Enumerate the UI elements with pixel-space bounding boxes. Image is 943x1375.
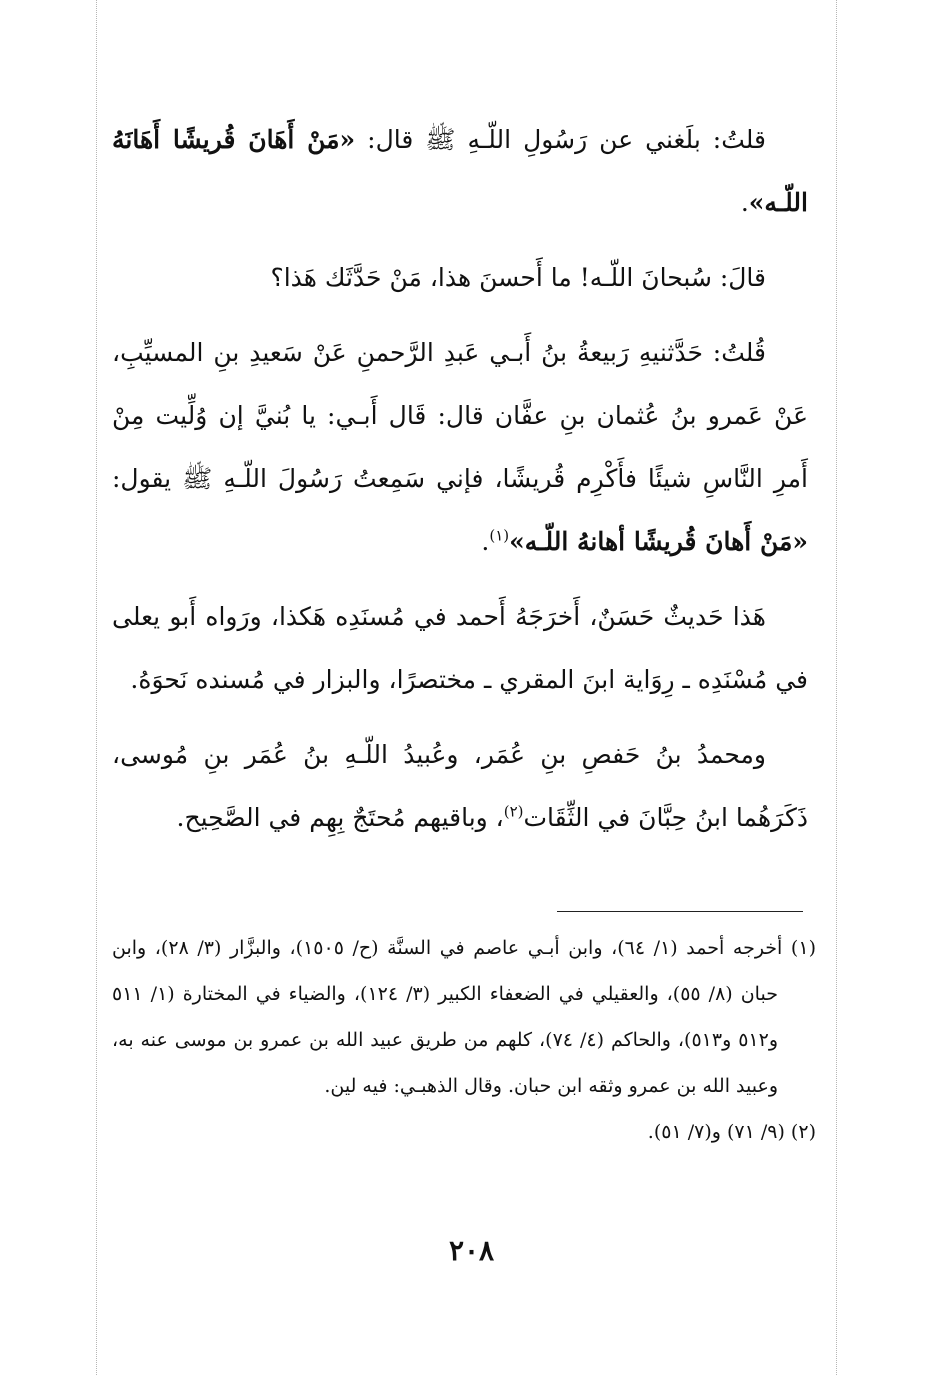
page-edge-left [96, 0, 97, 1375]
footnotes [112, 925, 816, 1155]
paragraph-5 [112, 723, 808, 849]
hadith-quote-1: «مَنْ أَهَانَ قُريشًا أَهَانَهُ اللّـه» [112, 125, 808, 217]
footnote-1: (١) أخرجه أحمد (١/ ٦٤)، وابن أبـي عاصم في السنَّة (ح/ ١٥٠٥)، والبزَّار (٣/ ٢٨)، وابن حبان (٨/ ٥٥)، والعقيلي في الضعفاء الكبير (٣/ ١٢٤)، والضياء في المختارة (١/ ٥١١ و٥١٢ و٥١٣)، والحاكم (٤/ ٧٤)، كلهم من طريق عبيد الله بن عمرو بن موسى عنه به، وعبيد الله بن عمرو وثقه ابن حبان. وقال الذهبـي: فيه لين. [112, 937, 816, 1097]
paragraph-4: هَذا حَديثٌ حَسَنٌ، أَخرَجَهُ أَحمد في مُسنَدِه هَكذا، ورَواه أَبو يعلى في مُسْنَدِه ـ رِوَاية ابنَ المقري ـ مختصرًا، والبزار في مُسنده نَحوَهُ. [112, 602, 808, 694]
paragraph-3 [112, 321, 808, 573]
paragraph-3-text: قُلتُ: حَدَّثنيهِ رَبيعةُ بنُ أَبـي عَبدِ الرَّحمنِ عَنْ سَعيدِ بنِ المسيِّبِ، عَنْ عَمرو بنُ عُثمان بنِ عفَّان قال: قَال أَبـي: يا بُنيَّ إن وُلِّيت مِنْ أَمرِ النَّاسِ شيئًا فأَكْرِم قُريشًا، فإني سَمِعتُ رَسُولَ اللّـهِ ﷺ يقول: [112, 338, 808, 493]
paragraph-3-end: . [481, 527, 490, 556]
footnote-ref-2[interactable]: (٢) [503, 802, 524, 821]
page-edge-right [836, 0, 837, 1375]
footnote-2: (٢) (٩/ ٧١) و(٧/ ٥١). [647, 1121, 816, 1143]
main-text [112, 108, 808, 849]
footnote-ref-1[interactable]: (١) [489, 526, 510, 545]
paragraph-1 [112, 108, 808, 234]
footnote-divider [557, 911, 803, 912]
paragraph-1-text: قلتُ: بلَغني عن رَسُولِ اللّـهِ ﷺ قال: [355, 125, 766, 154]
page-number: ٢٠٨ [448, 1234, 495, 1267]
paragraph-5-text: ومحمدُ بنُ حَفصِ بنِ عُمَر، وعُبيدُ اللّـهِ بنُ عُمَر بنِ مُوسى، ذَكَرَهُما ابنُ حِبَّانَ في الثِّقَات [112, 740, 808, 832]
hadith-quote-2: «مَنْ أَهانَ قُريشًا أهانهُ اللّـه» [509, 527, 808, 556]
paragraph-5-end: ، وباقيهم مُحتَجٌ بِهِم في الصَّحِيح. [176, 803, 504, 832]
paragraph-2: قالَ: سُبحانَ اللّـه! ما أَحسنَ هذا، مَنْ حَدَّثَك هَذا؟ [270, 263, 766, 292]
paragraph-1-end: . [740, 188, 749, 217]
